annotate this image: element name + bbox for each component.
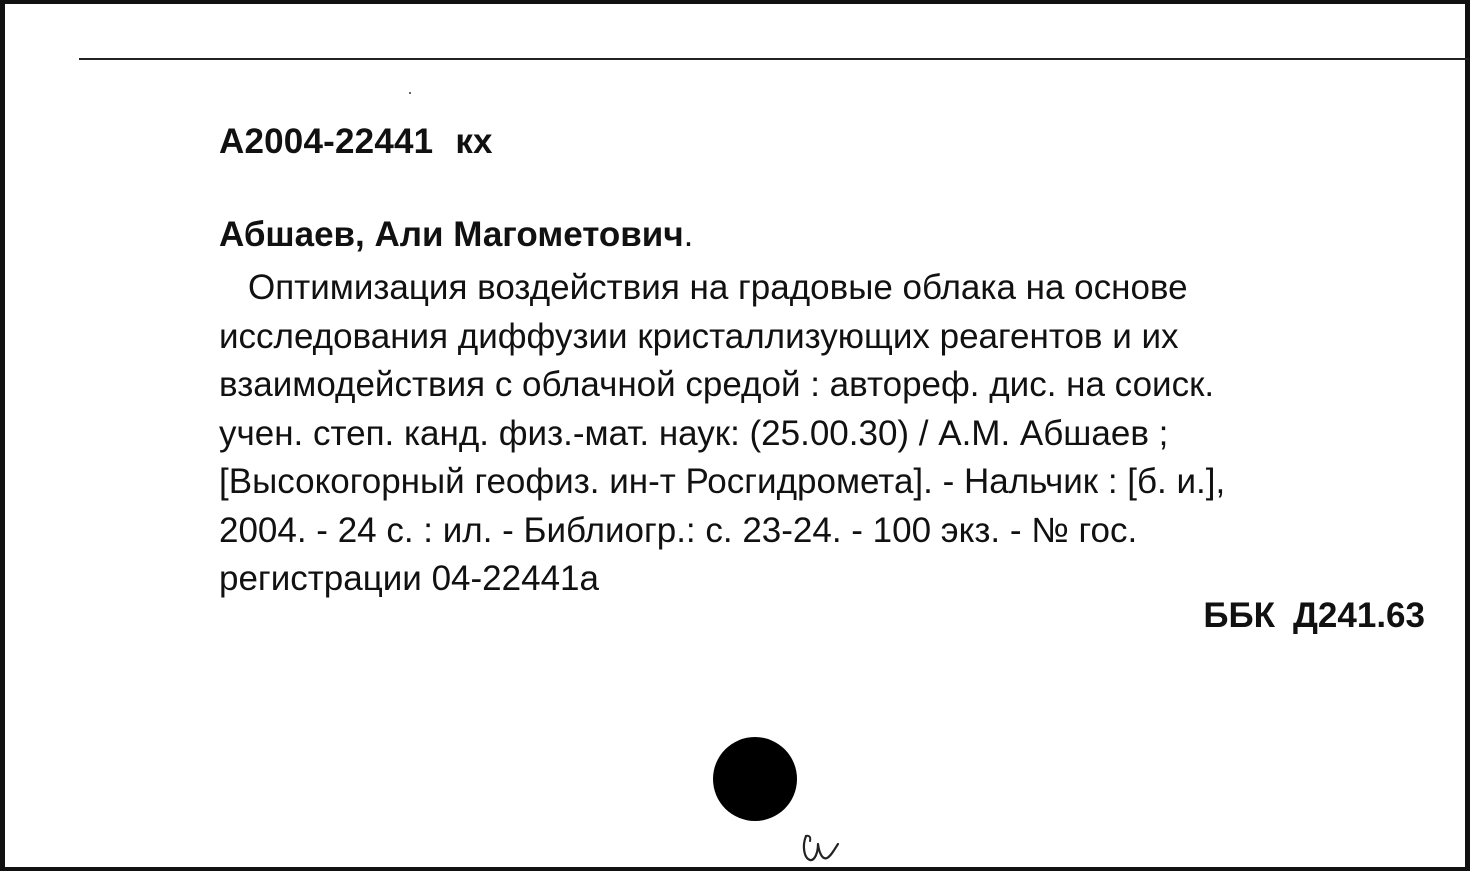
bibliographic-description	[219, 264, 1439, 604]
paper-speck	[409, 92, 411, 94]
description-line: регистрации 04-22441а	[219, 559, 599, 598]
classification-label: ББК	[1203, 596, 1275, 635]
call-number	[219, 122, 493, 162]
description-line: 2004. - 24 с. : ил. - Библиогр.: с. 23-24. - 100 экз. - № гос.	[219, 510, 1138, 550]
call-number-value: A2004-22441	[219, 122, 434, 161]
punch-hole-icon	[713, 737, 797, 821]
author-period: .	[683, 215, 694, 254]
author-heading	[219, 215, 693, 255]
author-name: Абшаев, Али Магометович	[219, 215, 684, 254]
handwritten-mark-icon	[800, 824, 844, 868]
description-line: взаимодействия с облачной средой : автореф. дис. на соиск.	[219, 365, 1215, 404]
call-number-suffix: кх	[455, 122, 493, 161]
top-rule-divider	[79, 58, 1469, 60]
classification-code	[1203, 596, 1425, 636]
description-line: Оптимизация воздействия на градовые облака на основе	[248, 268, 1188, 307]
description-line: исследования диффузии кристаллизующих реагентов и их	[219, 316, 1179, 356]
description-line: учен. степ. канд. физ.-мат. наук: (25.00.30) / А.М. Абшаев ;	[219, 413, 1169, 453]
classification-value: Д241.63	[1293, 596, 1425, 635]
description-line: [Высокогорный геофиз. ин-т Росгидромета]. - Нальчик : [б. и.],	[219, 462, 1226, 501]
